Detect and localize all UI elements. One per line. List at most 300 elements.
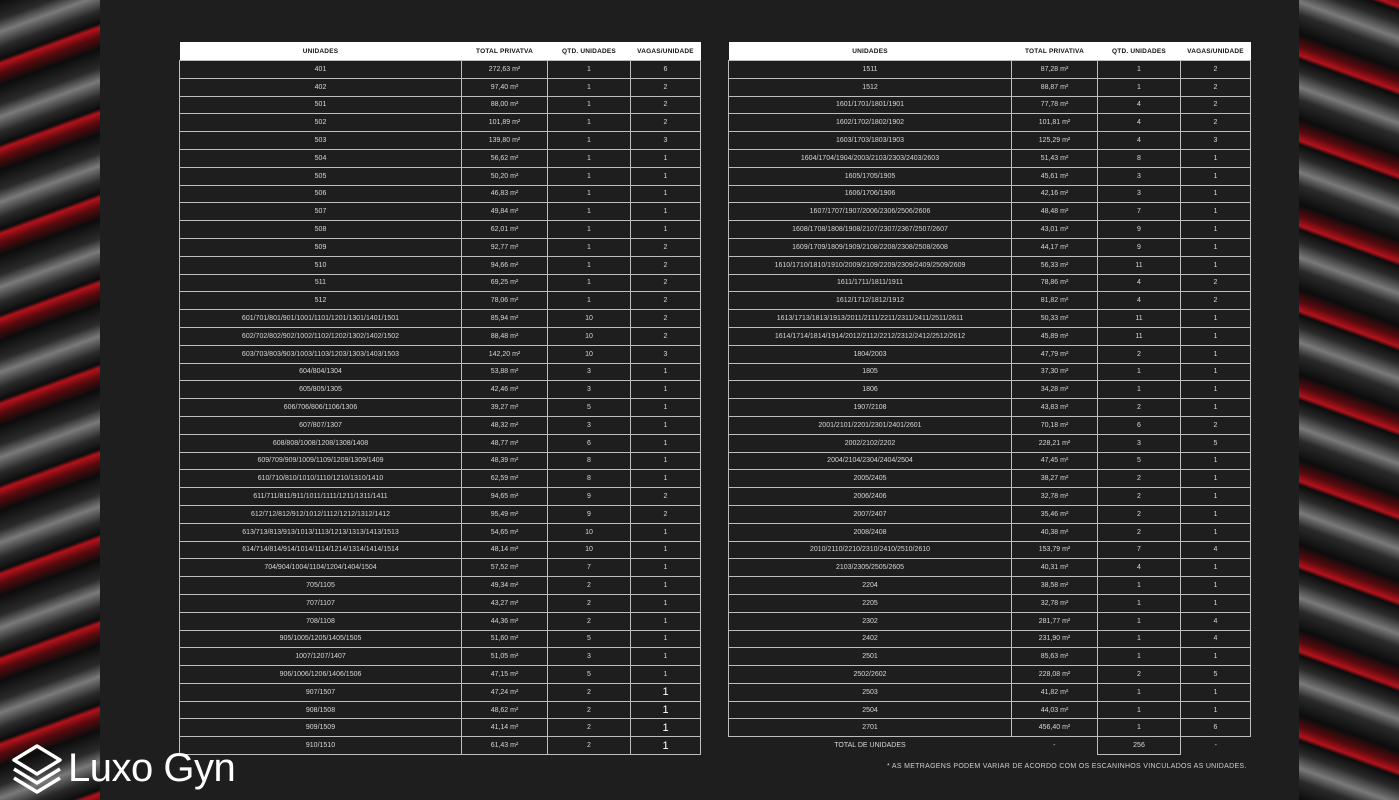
cell-total-privativa: 139,80 m² <box>462 132 548 150</box>
cell-unidades: 602/702/802/902/1002/1102/1202/1302/1402/1502 <box>180 327 462 345</box>
cell-qtd-unidades: 2 <box>1098 488 1181 506</box>
table-row <box>180 399 701 417</box>
cell-qtd-unidades: 3 <box>1098 167 1181 185</box>
cell-vagas-unidade: 2 <box>631 114 701 132</box>
cell-total-privativa: 78,86 m² <box>1012 274 1098 292</box>
table-row <box>180 648 701 666</box>
table-row <box>180 452 701 470</box>
cell-total-privativa: 51,05 m² <box>462 648 548 666</box>
cell-total-privativa: 48,39 m² <box>462 452 548 470</box>
cell-unidades: 603/703/803/903/1003/1103/1203/1303/1403/1503 <box>180 345 462 363</box>
cell-unidades: 508 <box>180 221 462 239</box>
cell-unidades: 704/904/1004/1104/1204/1404/1504 <box>180 559 462 577</box>
decorative-stripes-right <box>1299 0 1399 800</box>
table-row <box>180 167 701 185</box>
cell-unidades: 502 <box>180 114 462 132</box>
cell-vagas-unidade: 1 <box>631 399 701 417</box>
cell-unidades: 708/1108 <box>180 612 462 630</box>
cell-total-privativa: 94,66 m² <box>462 256 548 274</box>
cell-total-privativa: 95,49 m² <box>462 505 548 523</box>
table-row <box>180 701 701 719</box>
cell-total-privativa: 81,82 m² <box>1012 292 1098 310</box>
layers-icon <box>8 742 66 794</box>
cell-qtd-unidades: 1 <box>548 78 631 96</box>
header-qtd-unidades: QTD. UNIDADES <box>1098 42 1181 61</box>
cell-vagas-unidade: 2 <box>1181 292 1251 310</box>
cell-total-privativa: 231,90 m² <box>1012 630 1098 648</box>
cell-qtd-unidades: 1 <box>548 132 631 150</box>
cell-qtd-unidades: 4 <box>1098 274 1181 292</box>
cell-vagas-unidade: 2 <box>1181 61 1251 79</box>
cell-unidades: 907/1507 <box>180 683 462 701</box>
cell-unidades: 2006/2406 <box>729 488 1012 506</box>
table-row <box>180 221 701 239</box>
cell-qtd-unidades: 1 <box>1098 577 1181 595</box>
cell-unidades: 608/808/1008/1208/1308/1408 <box>180 434 462 452</box>
cell-qtd-unidades: 8 <box>548 470 631 488</box>
cell-unidades: 2103/2305/2505/2605 <box>729 559 1012 577</box>
cell-total-qty: 256 <box>1098 737 1181 755</box>
cell-total-privativa: 51,43 m² <box>1012 149 1098 167</box>
cell-unidades: 1609/1709/1809/1909/2108/2208/2308/2508/2608 <box>729 238 1012 256</box>
cell-vagas-unidade: 2 <box>631 96 701 114</box>
cell-vagas-unidade: 1 <box>631 203 701 221</box>
cell-qtd-unidades: 5 <box>1098 452 1181 470</box>
cell-total-vagas: - <box>1181 737 1251 755</box>
table-row <box>180 256 701 274</box>
cell-total-privativa: 38,58 m² <box>1012 577 1098 595</box>
table-row <box>729 61 1251 79</box>
table-row <box>180 434 701 452</box>
table-row <box>180 630 701 648</box>
cell-vagas-unidade: 1 <box>1181 505 1251 523</box>
cell-qtd-unidades: 2 <box>1098 345 1181 363</box>
cell-unidades: 512 <box>180 292 462 310</box>
cell-unidades: 505 <box>180 167 462 185</box>
table-row <box>729 185 1251 203</box>
header-unidades: UNIDADES <box>729 42 1012 61</box>
cell-qtd-unidades: 1 <box>1098 701 1181 719</box>
cell-qtd-unidades: 4 <box>1098 132 1181 150</box>
cell-vagas-unidade: 3 <box>631 132 701 150</box>
table-row <box>729 683 1251 701</box>
cell-qtd-unidades: 1 <box>548 167 631 185</box>
cell-vagas-unidade: 1 <box>631 185 701 203</box>
cell-unidades: 2007/2407 <box>729 505 1012 523</box>
cell-qtd-unidades: 1 <box>548 149 631 167</box>
cell-total-privativa: 48,32 m² <box>462 416 548 434</box>
cell-unidades: 908/1508 <box>180 701 462 719</box>
cell-unidades: 1604/1704/1904/2003/2103/2303/2403/2603 <box>729 149 1012 167</box>
cell-vagas-unidade: 1 <box>1181 345 1251 363</box>
cell-qtd-unidades: 1 <box>548 221 631 239</box>
cell-total-privativa: 37,30 m² <box>1012 363 1098 381</box>
cell-vagas-unidade: 2 <box>1181 78 1251 96</box>
cell-qtd-unidades: 10 <box>548 345 631 363</box>
cell-total-privativa: 47,45 m² <box>1012 452 1098 470</box>
header-total-privativa: TOTAL PRIVATIVA <box>1012 42 1098 61</box>
cell-total-privativa: 47,24 m² <box>462 683 548 701</box>
cell-vagas-unidade: 1 <box>1181 256 1251 274</box>
table-row <box>180 523 701 541</box>
cell-vagas-unidade: 1 <box>631 683 701 701</box>
cell-vagas-unidade: 1 <box>1181 327 1251 345</box>
brand-name: Luxo Gyn <box>68 745 236 790</box>
cell-qtd-unidades: 5 <box>548 630 631 648</box>
cell-unidades: 610/710/810/1010/1110/1210/1310/1410 <box>180 470 462 488</box>
cell-unidades: 2001/2101/2201/2301/2401/2601 <box>729 416 1012 434</box>
cell-vagas-unidade: 1 <box>1181 559 1251 577</box>
cell-unidades: 2005/2405 <box>729 470 1012 488</box>
cell-qtd-unidades: 2 <box>548 577 631 595</box>
cell-total-privativa: 88,48 m² <box>462 327 548 345</box>
cell-vagas-unidade: 6 <box>1181 719 1251 737</box>
cell-vagas-unidade: 4 <box>1181 630 1251 648</box>
table-row <box>180 274 701 292</box>
cell-qtd-unidades: 2 <box>548 594 631 612</box>
table-row <box>729 238 1251 256</box>
cell-vagas-unidade: 1 <box>1181 488 1251 506</box>
cell-total-privativa: 87,28 m² <box>1012 61 1098 79</box>
cell-qtd-unidades: 1 <box>1098 612 1181 630</box>
cell-unidades: 507 <box>180 203 462 221</box>
cell-total-privativa: 228,08 m² <box>1012 666 1098 684</box>
cell-vagas-unidade: 3 <box>1181 132 1251 150</box>
cell-vagas-unidade: 1 <box>631 594 701 612</box>
table-row <box>180 78 701 96</box>
cell-vagas-unidade: 1 <box>1181 185 1251 203</box>
cell-vagas-unidade: 1 <box>1181 683 1251 701</box>
cell-unidades: 503 <box>180 132 462 150</box>
cell-total-privativa: 48,48 m² <box>1012 203 1098 221</box>
table-row <box>729 612 1251 630</box>
table-row <box>729 719 1251 737</box>
cell-total-privativa: 456,40 m² <box>1012 719 1098 737</box>
cell-qtd-unidades: 6 <box>548 434 631 452</box>
cell-unidades: 1512 <box>729 78 1012 96</box>
table-header-row <box>180 42 701 61</box>
table-row <box>729 541 1251 559</box>
cell-unidades: 2008/2408 <box>729 523 1012 541</box>
table-row <box>180 185 701 203</box>
cell-vagas-unidade: 1 <box>631 381 701 399</box>
cell-unidades: 613/713/813/913/1013/1113/1213/1313/1413/1513 <box>180 523 462 541</box>
header-unidades: UNIDADES <box>180 42 462 61</box>
cell-total-privativa: 57,52 m² <box>462 559 548 577</box>
cell-vagas-unidade: 2 <box>631 505 701 523</box>
cell-vagas-unidade: 1 <box>631 701 701 719</box>
cell-unidades: 401 <box>180 61 462 79</box>
cell-qtd-unidades: 7 <box>548 559 631 577</box>
cell-qtd-unidades: 3 <box>1098 185 1181 203</box>
cell-unidades: 1608/1708/1808/1908/2107/2307/2367/2507/2607 <box>729 221 1012 239</box>
cell-qtd-unidades: 2 <box>1098 666 1181 684</box>
cell-total-privativa: 228,21 m² <box>1012 434 1098 452</box>
cell-vagas-unidade: 1 <box>1181 221 1251 239</box>
cell-unidades: 1601/1701/1801/1901 <box>729 96 1012 114</box>
cell-vagas-unidade: 2 <box>1181 274 1251 292</box>
cell-unidades: 510 <box>180 256 462 274</box>
cell-qtd-unidades: 9 <box>1098 221 1181 239</box>
cell-unidades: 1610/1710/1810/1910/2009/2109/2209/2309/2409/2509/2609 <box>729 256 1012 274</box>
cell-qtd-unidades: 2 <box>548 683 631 701</box>
cell-qtd-unidades: 6 <box>1098 416 1181 434</box>
cell-total-privativa: 50,20 m² <box>462 167 548 185</box>
cell-total-privativa: 61,43 m² <box>462 737 548 755</box>
cell-unidades: 609/709/909/1009/1109/1209/1309/1409 <box>180 452 462 470</box>
table-row <box>180 327 701 345</box>
cell-unidades: 501 <box>180 96 462 114</box>
cell-total-privativa: 92,77 m² <box>462 238 548 256</box>
cell-qtd-unidades: 5 <box>548 666 631 684</box>
table-row <box>180 594 701 612</box>
decorative-stripes-left <box>0 0 100 800</box>
cell-total-privativa: 43,01 m² <box>1012 221 1098 239</box>
footnote: * AS METRAGENS PODEM VARIAR DE ACORDO COM OS ESCANINHOS VINCULADOS AS UNIDADES. <box>887 763 1247 770</box>
cell-vagas-unidade: 2 <box>631 78 701 96</box>
cell-unidades: 1907/2108 <box>729 399 1012 417</box>
cell-vagas-unidade: 1 <box>631 416 701 434</box>
cell-unidades: 2402 <box>729 630 1012 648</box>
cell-vagas-unidade: 1 <box>1181 310 1251 328</box>
header-vagas-unidade: VAGAS/UNIDADE <box>1181 42 1251 61</box>
cell-qtd-unidades: 1 <box>548 185 631 203</box>
cell-unidades: 1511 <box>729 61 1012 79</box>
cell-total-privativa: 44,36 m² <box>462 612 548 630</box>
cell-unidades: 402 <box>180 78 462 96</box>
cell-qtd-unidades: 2 <box>1098 399 1181 417</box>
table-row <box>729 381 1251 399</box>
cell-total-privativa: 69,25 m² <box>462 274 548 292</box>
cell-qtd-unidades: 1 <box>1098 78 1181 96</box>
brand-logo <box>8 742 308 794</box>
cell-vagas-unidade: 1 <box>1181 399 1251 417</box>
cell-unidades: 909/1509 <box>180 719 462 737</box>
cell-unidades: 1606/1706/1906 <box>729 185 1012 203</box>
cell-unidades: 614/714/814/914/1014/1114/1214/1314/1414/1514 <box>180 541 462 559</box>
cell-qtd-unidades: 3 <box>1098 434 1181 452</box>
cell-total-privativa: 54,65 m² <box>462 523 548 541</box>
cell-qtd-unidades: 1 <box>548 96 631 114</box>
cell-unidades: 2002/2102/2202 <box>729 434 1012 452</box>
cell-total-privativa: 62,59 m² <box>462 470 548 488</box>
table-row <box>729 167 1251 185</box>
cell-vagas-unidade: 5 <box>1181 666 1251 684</box>
cell-total-area: - <box>1012 737 1098 755</box>
cell-total-privativa: 51,60 m² <box>462 630 548 648</box>
cell-total-privativa: 153,79 m² <box>1012 541 1098 559</box>
cell-vagas-unidade: 1 <box>631 666 701 684</box>
table-row <box>729 559 1251 577</box>
cell-vagas-unidade: 6 <box>631 61 701 79</box>
cell-qtd-unidades: 2 <box>548 737 631 755</box>
cell-total-privativa: 49,84 m² <box>462 203 548 221</box>
cell-total-privativa: 45,89 m² <box>1012 327 1098 345</box>
cell-unidades: 705/1105 <box>180 577 462 595</box>
cell-qtd-unidades: 4 <box>1098 114 1181 132</box>
cell-vagas-unidade: 2 <box>631 310 701 328</box>
cell-qtd-unidades: 11 <box>1098 310 1181 328</box>
cell-vagas-unidade: 3 <box>631 345 701 363</box>
cell-qtd-unidades: 2 <box>548 612 631 630</box>
cell-qtd-unidades: 9 <box>548 488 631 506</box>
cell-total-privativa: 272,63 m² <box>462 61 548 79</box>
table-row <box>729 399 1251 417</box>
cell-unidades: 910/1510 <box>180 737 462 755</box>
cell-unidades: 2004/2104/2304/2404/2504 <box>729 452 1012 470</box>
cell-unidades: 511 <box>180 274 462 292</box>
header-qtd-unidades: QTD. UNIDADES <box>548 42 631 61</box>
cell-qtd-unidades: 7 <box>1098 541 1181 559</box>
cell-qtd-unidades: 1 <box>548 292 631 310</box>
cell-vagas-unidade: 2 <box>1181 114 1251 132</box>
cell-vagas-unidade: 2 <box>1181 96 1251 114</box>
cell-qtd-unidades: 1 <box>548 61 631 79</box>
cell-total-privativa: 78,06 m² <box>462 292 548 310</box>
cell-vagas-unidade: 4 <box>1181 541 1251 559</box>
cell-qtd-unidades: 2 <box>548 719 631 737</box>
cell-vagas-unidade: 1 <box>1181 363 1251 381</box>
cell-total-privativa: 97,40 m² <box>462 78 548 96</box>
cell-vagas-unidade: 1 <box>631 577 701 595</box>
cell-qtd-unidades: 10 <box>548 523 631 541</box>
cell-vagas-unidade: 5 <box>1181 434 1251 452</box>
cell-total-privativa: 62,01 m² <box>462 221 548 239</box>
cell-vagas-unidade: 1 <box>1181 203 1251 221</box>
cell-unidades: 607/807/1307 <box>180 416 462 434</box>
cell-qtd-unidades: 8 <box>1098 149 1181 167</box>
cell-total-privativa: 101,89 m² <box>462 114 548 132</box>
cell-total-privativa: 49,34 m² <box>462 577 548 595</box>
cell-unidades: 2010/2110/2210/2310/2410/2510/2610 <box>729 541 1012 559</box>
cell-vagas-unidade: 1 <box>631 719 701 737</box>
cell-total-privativa: 88,87 m² <box>1012 78 1098 96</box>
cell-qtd-unidades: 1 <box>1098 363 1181 381</box>
table-row <box>180 310 701 328</box>
cell-total-privativa: 85,94 m² <box>462 310 548 328</box>
cell-unidades: 605/805/1305 <box>180 381 462 399</box>
table-row <box>729 630 1251 648</box>
table-row <box>180 683 701 701</box>
units-table-left <box>179 42 701 755</box>
cell-unidades: 1614/1714/1814/1914/2012/2112/2212/2312/2412/2512/2612 <box>729 327 1012 345</box>
table-row <box>180 363 701 381</box>
cell-vagas-unidade: 1 <box>1181 648 1251 666</box>
table-row <box>729 363 1251 381</box>
cell-total-privativa: 70,18 m² <box>1012 416 1098 434</box>
cell-total-privativa: 94,65 m² <box>462 488 548 506</box>
cell-vagas-unidade: 1 <box>631 149 701 167</box>
cell-total-privativa: 47,15 m² <box>462 666 548 684</box>
cell-vagas-unidade: 1 <box>631 363 701 381</box>
cell-vagas-unidade: 1 <box>1181 701 1251 719</box>
table-row <box>180 345 701 363</box>
cell-qtd-unidades: 10 <box>548 310 631 328</box>
cell-unidades: 2504 <box>729 701 1012 719</box>
cell-qtd-unidades: 1 <box>1098 648 1181 666</box>
table-row <box>729 132 1251 150</box>
cell-vagas-unidade: 2 <box>631 256 701 274</box>
table-row <box>729 701 1251 719</box>
table-row <box>729 114 1251 132</box>
table-row <box>729 345 1251 363</box>
table-row <box>180 238 701 256</box>
cell-total-privativa: 39,27 m² <box>462 399 548 417</box>
cell-total-privativa: 88,00 m² <box>462 96 548 114</box>
cell-total-privativa: 32,78 m² <box>1012 488 1098 506</box>
cell-vagas-unidade: 2 <box>631 274 701 292</box>
table-row <box>729 149 1251 167</box>
cell-total-privativa: 40,38 m² <box>1012 523 1098 541</box>
table-row <box>729 203 1251 221</box>
cell-total-privativa: 101,81 m² <box>1012 114 1098 132</box>
table-row <box>180 541 701 559</box>
cell-total-privativa: 56,62 m² <box>462 149 548 167</box>
cell-unidades: 707/1107 <box>180 594 462 612</box>
cell-qtd-unidades: 2 <box>1098 523 1181 541</box>
cell-unidades: 2204 <box>729 577 1012 595</box>
cell-qtd-unidades: 2 <box>1098 505 1181 523</box>
table-row <box>729 648 1251 666</box>
cell-qtd-unidades: 1 <box>548 203 631 221</box>
table-row <box>729 488 1251 506</box>
cell-unidades: 1611/1711/1811/1911 <box>729 274 1012 292</box>
table-row <box>180 61 701 79</box>
cell-qtd-unidades: 11 <box>1098 327 1181 345</box>
table-row <box>180 666 701 684</box>
table-row <box>729 666 1251 684</box>
cell-unidades: 611/711/811/911/1011/1111/1211/1311/1411 <box>180 488 462 506</box>
table-row <box>180 577 701 595</box>
table-row <box>729 577 1251 595</box>
cell-vagas-unidade: 1 <box>631 737 701 755</box>
cell-unidades: 1804/2003 <box>729 345 1012 363</box>
cell-vagas-unidade: 1 <box>1181 149 1251 167</box>
table-row <box>729 505 1251 523</box>
cell-total-privativa: 142,20 m² <box>462 345 548 363</box>
table-row <box>729 452 1251 470</box>
table-row <box>180 381 701 399</box>
table-row <box>729 310 1251 328</box>
cell-qtd-unidades: 3 <box>548 381 631 399</box>
cell-unidades: 509 <box>180 238 462 256</box>
cell-total-privativa: 281,77 m² <box>1012 612 1098 630</box>
table-total-row <box>729 737 1251 755</box>
cell-qtd-unidades: 3 <box>548 416 631 434</box>
cell-unidades: 1603/1703/1803/1903 <box>729 132 1012 150</box>
cell-unidades: 2503 <box>729 683 1012 701</box>
header-vagas-unidade: VAGAS/UNIDADE <box>631 42 701 61</box>
cell-unidades: 2501 <box>729 648 1012 666</box>
cell-total-privativa: 50,33 m² <box>1012 310 1098 328</box>
cell-unidades: 906/1006/1206/1406/1506 <box>180 666 462 684</box>
cell-vagas-unidade: 1 <box>631 221 701 239</box>
cell-unidades: 604/804/1304 <box>180 363 462 381</box>
table-row <box>180 203 701 221</box>
cell-total-privativa: 38,27 m² <box>1012 470 1098 488</box>
cell-vagas-unidade: 2 <box>631 292 701 310</box>
cell-vagas-unidade: 2 <box>631 488 701 506</box>
cell-vagas-unidade: 1 <box>1181 167 1251 185</box>
table-row <box>180 149 701 167</box>
cell-total-label: TOTAL DE UNIDADES <box>729 737 1012 755</box>
table-row <box>729 416 1251 434</box>
cell-total-privativa: 48,14 m² <box>462 541 548 559</box>
cell-qtd-unidades: 1 <box>1098 719 1181 737</box>
cell-total-privativa: 125,29 m² <box>1012 132 1098 150</box>
cell-unidades: 1612/1712/1812/1912 <box>729 292 1012 310</box>
cell-vagas-unidade: 1 <box>1181 523 1251 541</box>
